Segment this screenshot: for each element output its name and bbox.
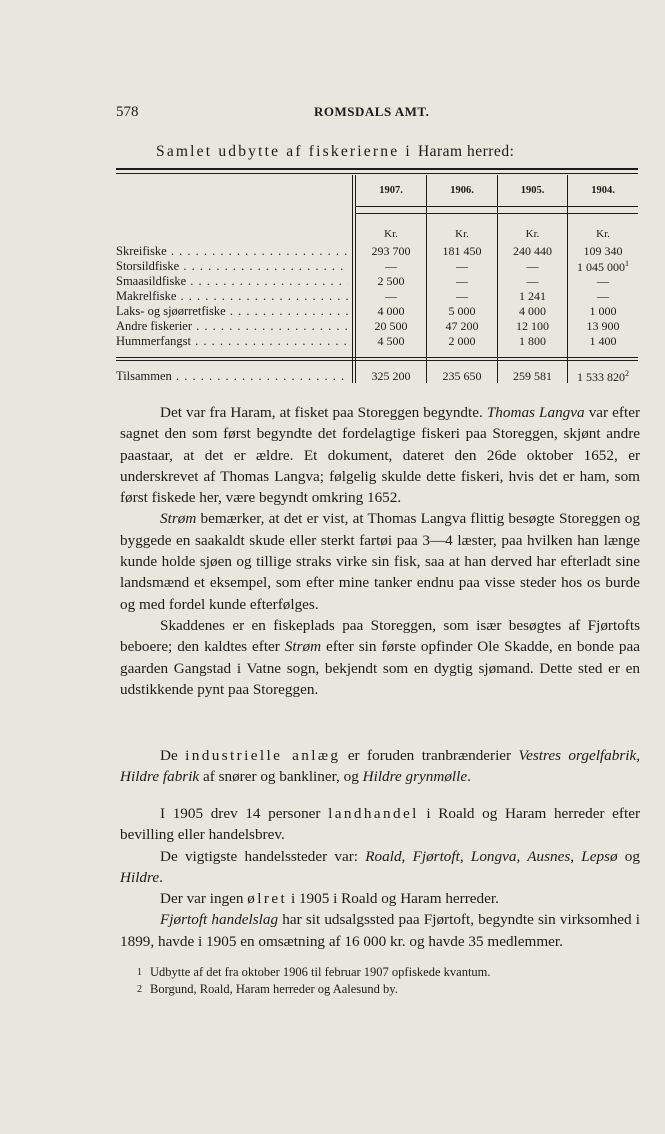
table-cell: — <box>385 289 397 303</box>
text-run: I 1905 drev 14 personer <box>160 805 329 822</box>
paragraph <box>120 615 640 700</box>
text-run: . <box>159 868 163 886</box>
spaced-text: industrielle anlæg <box>185 747 341 764</box>
table-cell: 4 000 <box>519 304 546 318</box>
total-rule <box>116 357 638 358</box>
text-run: Der var ingen <box>160 890 248 908</box>
paragraph <box>120 846 640 889</box>
footnote-ref: 2 <box>625 369 629 378</box>
table-cell: 2 000 <box>448 334 476 348</box>
currency-label: Kr. <box>525 228 540 240</box>
table-cell: 293 700 <box>371 244 411 258</box>
table-cell: 1 800 <box>519 334 546 348</box>
year-1906: 1906. <box>450 185 474 196</box>
row-label: Skreifiske . . . <box>116 244 348 259</box>
table-cell: — <box>456 274 468 288</box>
year-1905: 1905. <box>520 185 545 196</box>
footnote-ref: 1 <box>625 259 629 268</box>
page-number: 578 <box>116 104 139 120</box>
year-rule <box>355 206 638 207</box>
spaced-text: landhandel <box>328 805 419 822</box>
cell-value: 1 533 820 <box>577 370 625 384</box>
year-1907: 1907. <box>379 185 403 196</box>
running-head: ROMSDALS AMT. <box>314 104 430 119</box>
text-run: er foruden tranbrænderier <box>340 747 519 764</box>
table-cell: — <box>597 289 609 303</box>
italic-text: Hildre grynmølle <box>362 768 468 786</box>
body-text-3 <box>120 803 640 952</box>
table-cell: 2 500 <box>377 274 405 288</box>
footnote-mark: 2 <box>137 984 142 995</box>
paragraph <box>120 803 640 846</box>
table-cell: — <box>385 259 397 273</box>
total-label: Tilsammen . . . <box>116 369 348 384</box>
text-run: . <box>467 768 471 786</box>
table-cell: 1 400 <box>589 334 617 348</box>
text-run: har sit udsalgssted paa Fjørtoft, begyndte sin virksomhed i 1899, havde i 1905 en omsætning af 16 000 kr. og havde 35 medlemmer. <box>120 911 640 950</box>
currency-label: Kr. <box>455 228 469 240</box>
table-cell: — <box>597 274 609 288</box>
cell-value: 1 045 000 <box>577 260 625 274</box>
italic-text: Hildre <box>120 868 160 886</box>
paragraph <box>120 909 640 952</box>
footnote-text: Borgund, Roald, Haram herreder og Aalesund by. <box>150 982 398 996</box>
italic-text: Strøm <box>284 638 322 656</box>
total-rule-2 <box>116 360 638 361</box>
text-run: efter sin første opfinder Ole Skadde, en bonde paa gaarden Gangstad i Vatne sogn, bekjendt som en dygtig sjømand. Dette sted er en udstikkende pynt paa Storeggen. <box>120 638 640 698</box>
italic-text: Vestres orgelfabrik, Hildre fabrik <box>120 747 641 786</box>
column-divider <box>352 175 353 383</box>
total-cell: 325 200 <box>371 369 411 383</box>
row-label: Smaasildfiske . . . <box>116 274 348 289</box>
footnote <box>120 964 645 981</box>
table-cell: 1 241 <box>519 289 546 303</box>
table-cell: — <box>526 259 539 273</box>
paragraph <box>120 508 640 614</box>
table-cell: 47 200 <box>445 319 479 333</box>
text-run: var efter sagnet den som først begyndte det fordelagtige fiskeri paa Storeggen, skjønt andre paastaar, at det er ældre. Et dokument, dateret den 26de oktober 1652, er underskrevet af Thomas Langva; følgelig skulde dette fiskeri, hvis det er ham, som først fiskede her, være begyndt omkring 1652. <box>120 404 640 507</box>
body-text-2 <box>120 745 640 788</box>
total-cell: 259 581 <box>513 369 552 383</box>
table-caption <box>156 143 514 161</box>
year-1904: 1904. <box>591 185 615 196</box>
table-cell: 4 500 <box>377 334 405 348</box>
table-cell: 20 500 <box>374 319 408 333</box>
text-run: De <box>160 747 186 764</box>
row-label: Hummerfangst . . . <box>116 334 348 349</box>
table-cell: 240 440 <box>513 244 552 258</box>
row-label: Storsildfiske . . . <box>116 259 348 274</box>
table-cell: 1 000 <box>589 304 617 318</box>
text-run: af snører og bankliner, og <box>199 768 363 786</box>
table-cell: 12 100 <box>516 319 549 333</box>
caption-text: Samlet udbytte af fiskerierne i <box>156 143 412 160</box>
body-text-1 <box>120 402 640 700</box>
text-run: Skaddenes er en fiskeplads paa Storeggen, som især besøgtes af Fjørtofts beboere; den kaldtes efter <box>120 616 640 656</box>
footnote-mark: 1 <box>137 967 142 978</box>
paragraph <box>120 745 640 788</box>
year-rule-2 <box>355 213 638 214</box>
table-cell: 4 000 <box>377 304 405 318</box>
footnote-text: Udbytte af det fra oktober 1906 til februar 1907 opfiskede kvantum. <box>150 965 491 979</box>
italic-text: Strøm <box>160 510 197 528</box>
text-run: og <box>617 847 640 865</box>
paragraph <box>120 402 640 508</box>
total-cell <box>568 369 638 385</box>
total-cell: 235 650 <box>442 369 482 383</box>
text-run: i 1905 i Roald og Haram herreder. <box>287 890 499 908</box>
row-label: Laks- og sjøørretfiske . . . <box>116 304 348 319</box>
currency-label: Kr. <box>596 228 610 240</box>
text-run: i Roald og Haram herreder efter bevilling eller handelsbrev. <box>120 805 640 844</box>
italic-text: Fjørtoft handelslag <box>160 911 279 929</box>
text-run: Det var fra Haram, at fisket paa Storeggen begyndte. <box>160 404 487 421</box>
text-run: De vigtigste handelssteder var: <box>160 847 366 865</box>
italic-text: Thomas Langva <box>486 404 585 421</box>
footnote <box>120 981 645 998</box>
paragraph <box>120 888 640 909</box>
table-cell <box>568 259 638 275</box>
table-cell: — <box>526 274 539 288</box>
italic-text: Roald, Fjørtoft, Longva, Ausnes, Lepsø <box>365 847 618 865</box>
spaced-text: ølret <box>247 890 288 908</box>
row-label: Andre fiskerier . . . <box>116 319 348 334</box>
table-cell: 109 340 <box>583 244 623 258</box>
table-cell: — <box>456 259 468 273</box>
row-label: Makrelfiske . . . <box>116 289 348 304</box>
fisheries-table <box>116 167 638 387</box>
table-cell: — <box>456 289 468 303</box>
footnotes <box>120 964 645 998</box>
table-cell: 181 450 <box>442 244 482 258</box>
text-run: bemærker, at det er vist, at Thomas Langva flittig besøgte Storeggen og byggede en saakaldt skude eller sterkt fartøi paa 3—4 læster, paa hvilken han længe kunde holde sjøen og tillige straks virke sin fisk, saa at han derved har efterladt sine landsmænd et eksempel, som efter mine tanker endnu paa visse steder hos os burde og med fordel kunde efterfølges. <box>120 510 640 613</box>
caption-place: Haram herred: <box>417 143 515 160</box>
table-cell: 5 000 <box>448 304 476 318</box>
table-cell: 13 900 <box>586 319 620 333</box>
currency-label: Kr. <box>384 228 398 240</box>
